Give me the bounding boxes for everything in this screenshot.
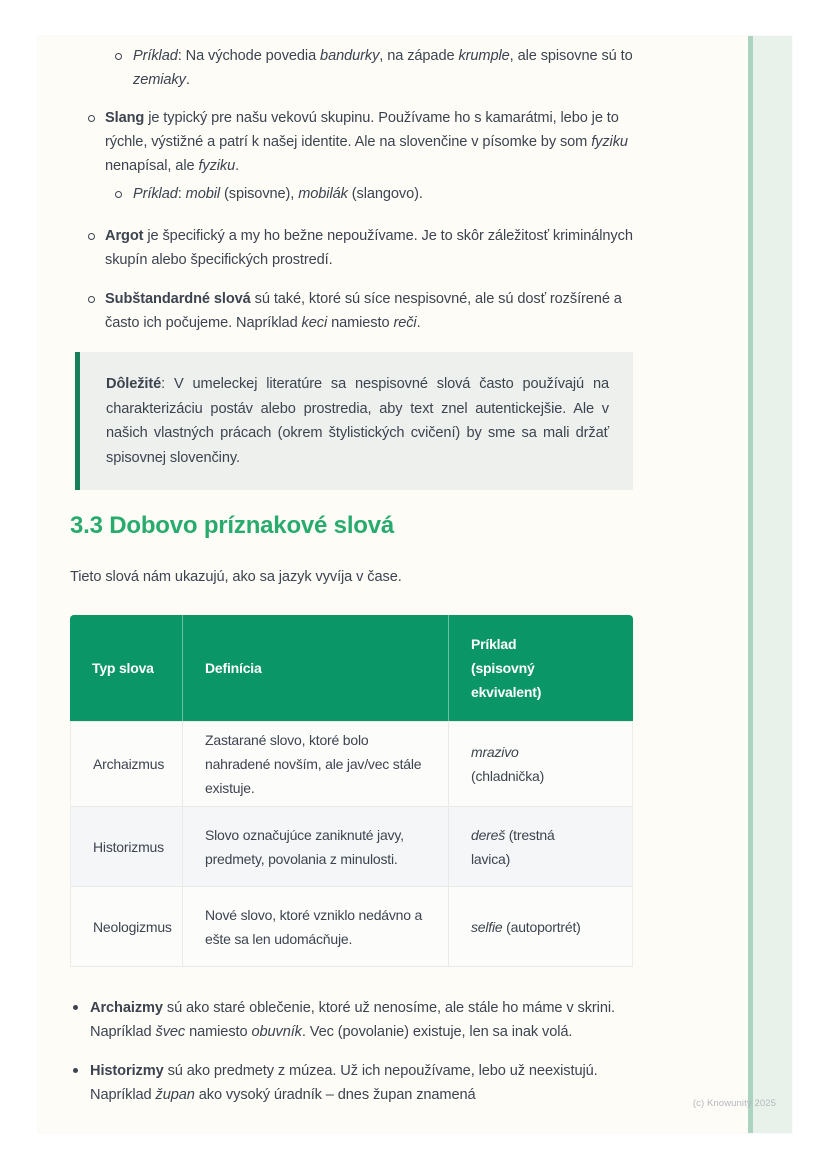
document-page (38, 36, 792, 1133)
word-types-explanation-list (70, 996, 633, 1107)
hollow-bullet-icon (115, 191, 122, 198)
callout-text: Dôležité: V umeleckej literatúre sa nespisovné slová často používajú na charakterizáciu postáv alebo prostredia, aby text znel autentickejšie. Ale v našich vlastných prácach (okrem štylistických cvičení) by sme sa mali držať spisovnej slovenčiny. (106, 376, 609, 466)
list-item-argot (70, 224, 633, 272)
table-header-example: Príklad (spisovný ekvivalent) (448, 615, 633, 721)
page-accent-strip-line (748, 36, 753, 1133)
list-item-substandard (70, 287, 633, 335)
table-cell-type: Historizmus (70, 806, 182, 886)
table-cell-definition: Slovo označujúce zaniknuté javy, predmety, povolania z minulosti. (182, 806, 448, 886)
word-types-table (70, 615, 633, 967)
list-item (70, 182, 633, 206)
hollow-bullet-icon (88, 115, 95, 122)
hollow-bullet-icon (88, 233, 95, 240)
nonstandard-words-list (70, 44, 633, 335)
list-item-text: Príklad: mobil (spisovne), mobilák (slangovo). (133, 186, 423, 202)
section-heading: 3.3 Dobovo príznakové slová (70, 512, 395, 539)
table-grid (70, 615, 633, 967)
list-item-text: Historizmy sú ako predmety z múzea. Už ich nepoužívame, lebo už neexistujú. Napríklad župan ako vysoký úradník – dnes župan znamená (90, 1063, 598, 1103)
list-item-text: Subštandardné slová sú také, ktoré sú síce nespisovné, ale sú dosť rozšírené a často ich počujeme. Napríklad keci namiesto reči. (105, 291, 622, 331)
hollow-bullet-icon (88, 296, 95, 303)
list-item-archaizmy (70, 996, 633, 1044)
table-cell-type: Archaizmus (70, 721, 182, 806)
table-cell-type: Neologizmus (70, 886, 182, 967)
table-cell-definition: Zastarané slovo, ktoré bolo nahradené novším, ale jav/vec stále existuje. (182, 721, 448, 806)
list-item-text: Príklad: Na východe povedia bandurky, na západe krumple, ale spisovne sú to zemiaky. (133, 48, 633, 88)
table-cell-example: dereš (trestná lavica) (448, 806, 633, 886)
bullet-icon (73, 1068, 78, 1073)
table-header-type: Typ slova (70, 615, 182, 721)
list-item-historizmy (70, 1059, 633, 1107)
section-intro: Tieto slová nám ukazujú, ako sa jazyk vyvíja v čase. (70, 569, 402, 585)
list-item-text: Archaizmy sú ako staré oblečenie, ktoré už nenosíme, ale stále ho máme v skrini. Napríklad švec namiesto obuvník. Vec (povolanie) existuje, len sa inak volá. (90, 1000, 615, 1040)
page-accent-strip (753, 36, 792, 1133)
table-cell-definition: Nové slovo, ktoré vzniklo nedávno a ešte sa len udomácňuje. (182, 886, 448, 967)
table-header-definition: Definícia (182, 615, 448, 721)
hollow-bullet-icon (115, 53, 122, 60)
important-callout (75, 352, 633, 490)
table-cell-example: mrazivo (chladnička) (448, 721, 633, 806)
table-cell-example: selfie (autoportrét) (448, 886, 633, 967)
list-item-text: Argot je špecifický a my ho bežne nepoužívame. Je to skôr záležitosť kriminálnych skupín alebo špecifických prostredí. (105, 228, 633, 268)
list-item-slang (70, 106, 633, 178)
list-item-text: Slang je typický pre našu vekovú skupinu. Používame ho s kamarátmi, lebo je to rýchle, výstižné a patrí k našej identite. Ale na slovenčine v písomke by som fyziku nenapísal, ale fyziku. (105, 110, 628, 174)
list-item (70, 44, 633, 92)
bullet-icon (73, 1005, 78, 1010)
copyright-watermark: (c) Knowunity 2025 (692, 1098, 776, 1109)
